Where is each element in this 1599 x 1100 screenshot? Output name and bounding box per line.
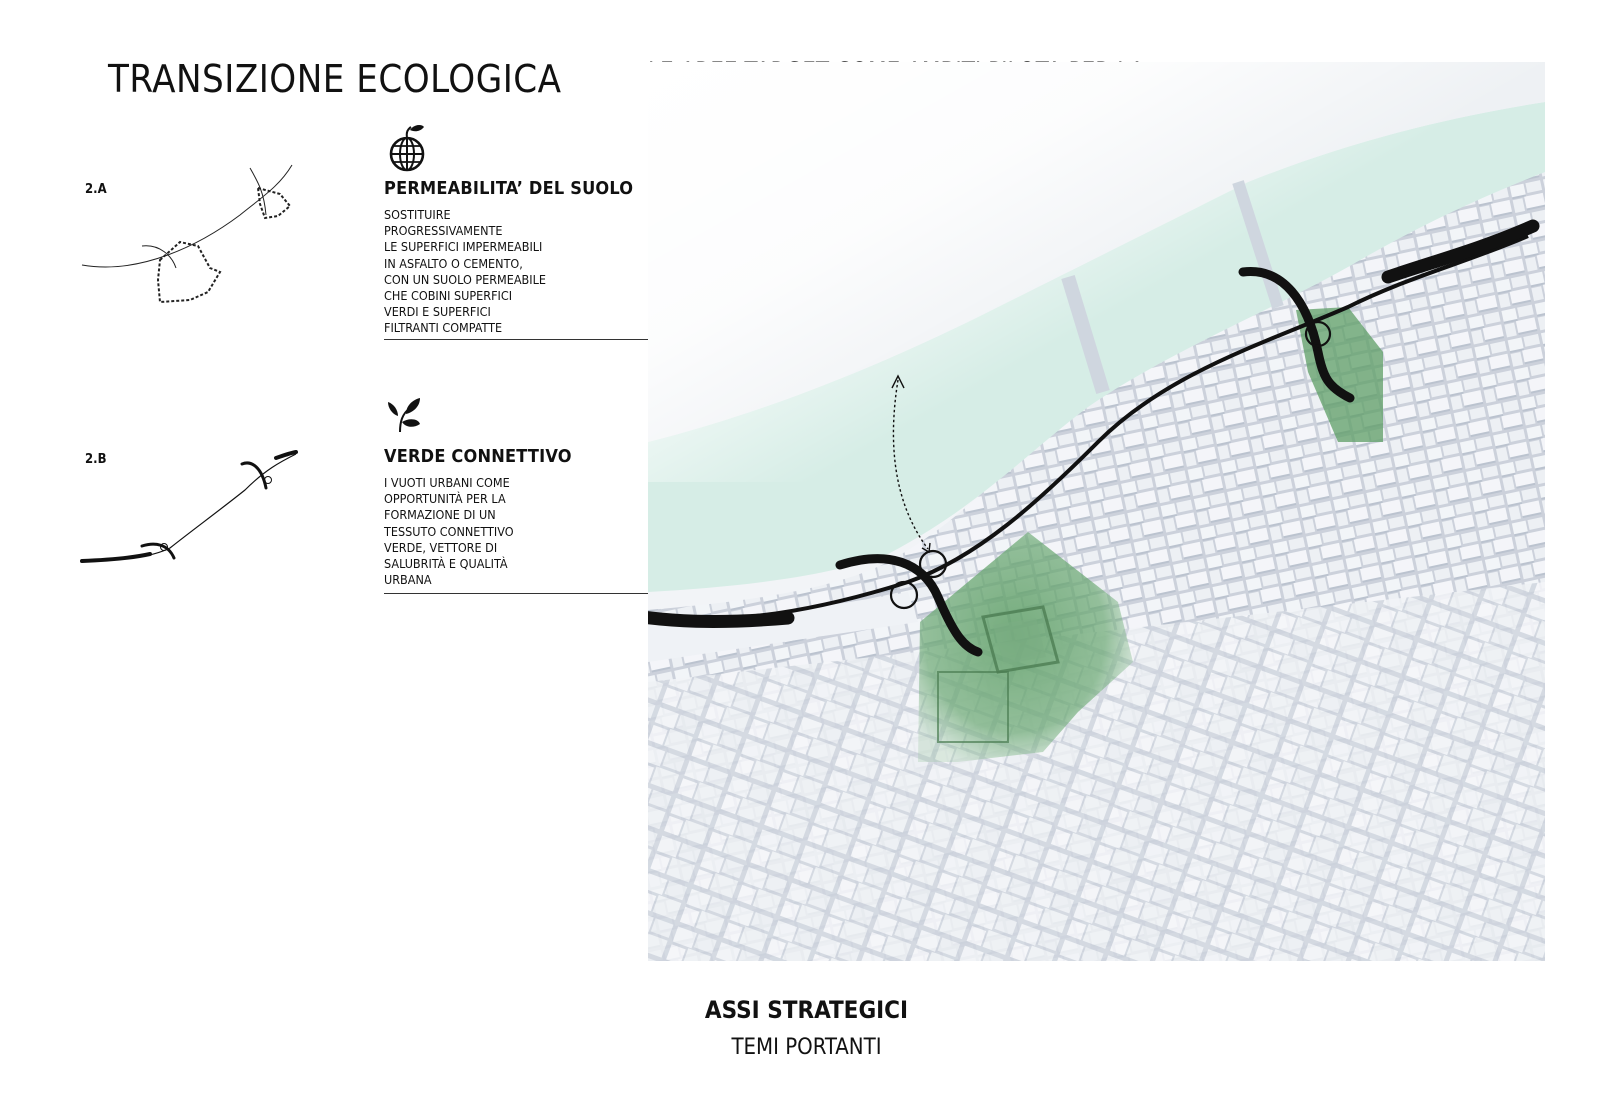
section-text-line: LE SUPERFICI IMPERMEABILI	[384, 239, 543, 255]
footer-title: ASSI STRATEGICI	[704, 996, 909, 1024]
diagram-2a-axis	[82, 165, 292, 267]
section-text-line: SOSTITUIRE	[384, 207, 451, 222]
section-text-line: IN ASFALTO O CEMENTO,	[384, 255, 523, 271]
section-text-line: VERDE, VETTORE DI	[384, 539, 498, 555]
section-text-line: TESSUTO CONNETTIVO	[384, 523, 514, 539]
section-text-2a	[384, 207, 594, 337]
diagram-2a	[80, 160, 310, 310]
page-title: TRANSIZIONE ECOLOGICA	[108, 57, 562, 101]
section-text-line: FORMAZIONE DI UN	[384, 507, 496, 523]
footer-subtitle: TEMI PORTANTI	[731, 1035, 882, 1060]
section-text-line: VERDI E SUPERFICI	[384, 304, 491, 320]
section-text-line: FILTRANTI COMPATTE	[384, 320, 503, 336]
section-text-line: CON UN SUOLO PERMEABILE	[384, 271, 546, 287]
diagram-2b-cross-2	[242, 463, 266, 488]
diagram-2b-axis-thick	[82, 554, 150, 561]
section-title-2a: PERMEABILITA’ DEL SUOLO	[384, 178, 634, 199]
city-map	[648, 62, 1545, 961]
section-number-2a: 2.A	[85, 182, 107, 197]
section-text-line: URBANA	[384, 572, 432, 588]
section-text-line: OPPORTUNITÀ PER LA	[384, 491, 506, 507]
diagram-2a-axis-cross	[250, 168, 266, 215]
section-text-line: SALUBRITÀ E QUALITÀ	[384, 556, 508, 572]
section-title-2b: VERDE CONNETTIVO	[384, 446, 572, 467]
diagram-2a-target-area-2	[158, 242, 220, 302]
section-text-2b	[384, 475, 594, 588]
section-number-2b: 2.B	[85, 452, 107, 467]
section-text-line: CHE COBINI SUPERFICI	[384, 288, 513, 304]
diagram-2a-target-area-1	[258, 188, 290, 218]
section-text-line: PROGRESSIVAMENTE	[384, 223, 503, 239]
diagram-2b-axis-thin	[82, 454, 296, 562]
globe-apple-icon	[384, 122, 430, 174]
leaves-icon	[384, 394, 424, 434]
diagram-2b	[80, 450, 310, 575]
section-text-line: I VUOTI URBANI COME	[384, 475, 510, 490]
